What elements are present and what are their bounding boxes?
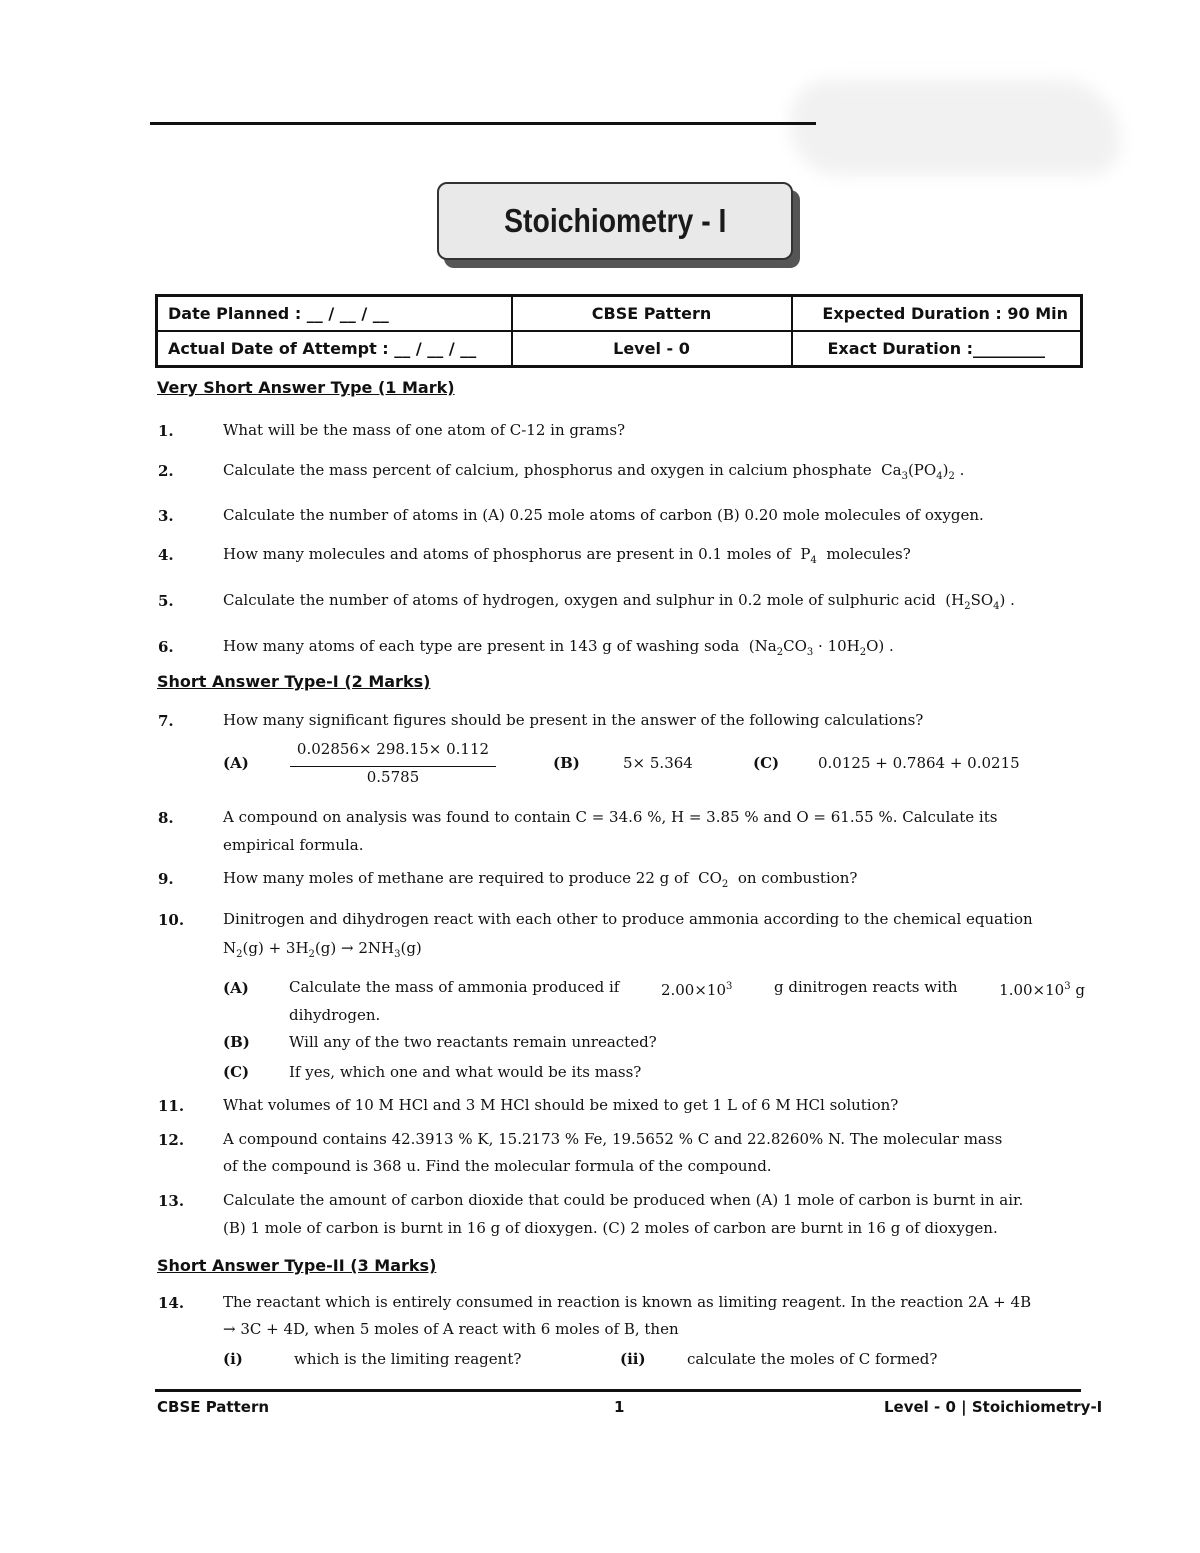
formula: $1.00\times 10^3$ g xyxy=(999,981,1085,999)
option-label: (C) xyxy=(223,1063,250,1081)
scan-smudge xyxy=(790,80,1120,175)
question-number: 4. xyxy=(158,546,174,564)
option-text: 0.0125 + 0.7864 + 0.0215 xyxy=(818,754,1020,772)
question-number: 12. xyxy=(158,1131,185,1149)
date-planned-cell: Date Planned : __ / __ / __ xyxy=(157,296,512,332)
option-text xyxy=(289,973,1085,1004)
question-text: Calculate the amount of carbon dioxide that could be produced when (A) 1 mole of carbon is burnt in air. xyxy=(223,1191,1024,1209)
question-number: 14. xyxy=(158,1294,185,1312)
question-text-part: How many molecules and atoms of phosphorus are present in 0.1 moles of xyxy=(223,545,791,563)
question-text-part: How many atoms of each type are present in 143 g of washing soda xyxy=(223,637,740,655)
question-text-part: on combustion? xyxy=(737,869,858,887)
question-number: 5. xyxy=(158,592,174,610)
section-heading: Short Answer Type-II (3 Marks) xyxy=(157,1256,437,1275)
fraction-bar xyxy=(290,766,496,767)
page-title: Stoichiometry - I xyxy=(503,202,727,239)
question-text: The reactant which is entirely consumed in reaction is known as limiting reagent. In the reaction 2A + 4B xyxy=(223,1293,1032,1311)
header-rule xyxy=(150,122,816,125)
question-text: How many significant figures should be present in the answer of the following calculations? xyxy=(223,711,924,729)
question-text: of the compound is 368 u. Find the molecular formula of the compound. xyxy=(223,1157,772,1175)
question-text: What volumes of 10 M HCl and 3 M HCl should be mixed to get 1 L of 6 M HCl solution? xyxy=(223,1096,899,1114)
option-text: calculate the moles of C formed? xyxy=(687,1350,938,1368)
fraction-numerator: 0.02856× 298.15× 0.112 xyxy=(296,740,490,758)
option-label: (i) xyxy=(223,1350,243,1368)
pattern-cell: CBSE Pattern xyxy=(512,296,792,332)
question-number: 10. xyxy=(158,911,185,929)
question-text-part: Calculate the mass percent of calcium, phosphorus and oxygen in calcium phosphate xyxy=(223,461,872,479)
level-cell: Level - 0 xyxy=(512,331,792,367)
option-text: If yes, which one and what would be its mass? xyxy=(289,1063,642,1081)
option-label: (A) xyxy=(223,754,249,772)
question-text-part: molecules? xyxy=(826,545,911,563)
question-number: 13. xyxy=(158,1192,185,1210)
option-text: which is the limiting reagent? xyxy=(294,1350,522,1368)
expected-duration-cell: Expected Duration : 90 Min xyxy=(792,296,1082,332)
actual-date-cell: Actual Date of Attempt : __ / __ / __ xyxy=(157,331,512,367)
option-text: 5× 5.364 xyxy=(623,754,693,772)
option-label: (ii) xyxy=(620,1350,646,1368)
footer-rule xyxy=(155,1389,1081,1392)
question-text: Calculate the number of atoms in (A) 0.25 mole atoms of carbon (B) 0.20 mole molecules of oxygen. xyxy=(223,506,984,524)
question-text: → 3C + 4D, when 5 moles of A react with 6 moles of B, then xyxy=(223,1320,679,1338)
question-number: 7. xyxy=(158,712,174,730)
question-text: What will be the mass of one atom of C-12 in grams? xyxy=(223,421,626,439)
page-number: 1 xyxy=(614,1398,625,1416)
question-number: 11. xyxy=(158,1097,185,1115)
question-text: How many moles of methane are required to produce 22 g of $CO_2$ on combustion? xyxy=(223,869,858,890)
option-label: (C) xyxy=(753,754,780,772)
option-label: (A) xyxy=(223,979,249,997)
question-text: How many atoms of each type are present in 143 g of washing soda $(Na_2CO_3 \cdot 10H_2O)$ . xyxy=(223,637,894,658)
question-number: 1. xyxy=(158,422,174,440)
chemical-equation: $N_2(g) + 3H_2(g) \to 2NH_3(g)$ xyxy=(223,939,422,960)
question-number: 3. xyxy=(158,507,174,525)
footer-left: CBSE Pattern xyxy=(157,1398,270,1416)
section-heading: Short Answer Type-I (2 Marks) xyxy=(157,672,431,691)
question-text: A compound contains 42.3913 % K, 15.2173 % Fe, 19.5652 % C and 22.8260% N. The molecular mass xyxy=(223,1130,1003,1148)
question-text: Calculate the number of atoms of hydrogen, oxygen and sulphur in 0.2 mole of sulphuric acid $(H_2SO_4)$ . xyxy=(223,591,1015,612)
question-text: Calculate the mass percent of calcium, phosphorus and oxygen in calcium phosphate $Ca_3(PO_4)_2$ . xyxy=(223,461,965,482)
info-table xyxy=(155,294,1083,368)
exact-duration-cell: Exact Duration :_________ xyxy=(792,331,1082,367)
question-text: (B) 1 mole of carbon is burnt in 16 g of dioxygen. (C) 2 moles of carbon are burnt in 16 g of dioxygen. xyxy=(223,1219,998,1237)
question-text-part: Calculate the number of atoms of hydrogen, oxygen and sulphur in 0.2 mole of sulphuric acid xyxy=(223,591,936,609)
question-text-part: How many moles of methane are required to produce 22 g of xyxy=(223,869,689,887)
question-number: 2. xyxy=(158,462,174,480)
option-label: (B) xyxy=(553,754,580,772)
title-box xyxy=(437,182,793,260)
question-text: How many molecules and atoms of phosphorus are present in 0.1 moles of $P_4$ molecules? xyxy=(223,545,911,566)
option-text: Will any of the two reactants remain unreacted? xyxy=(289,1033,657,1051)
fraction-denominator: 0.5785 xyxy=(366,768,420,786)
question-text: empirical formula. xyxy=(223,836,364,854)
question-text: Dinitrogen and dihydrogen react with each other to produce ammonia according to the chemical equation xyxy=(223,910,1033,928)
question-text: A compound on analysis was found to contain C = 34.6 %, H = 3.85 % and O = 61.55 %. Calculate its xyxy=(223,808,998,826)
formula: $2.00\times 10^3$ xyxy=(660,981,733,999)
option-text-part: g dinitrogen reacts with xyxy=(773,978,958,996)
question-number: 6. xyxy=(158,638,174,656)
footer-right: Level - 0 | Stoichiometry-I xyxy=(884,1398,1103,1416)
section-heading: Very Short Answer Type (1 Mark) xyxy=(157,378,455,397)
question-number: 9. xyxy=(158,870,174,888)
question-number: 8. xyxy=(158,809,174,827)
option-text: dihydrogen. xyxy=(289,1006,381,1024)
option-label: (B) xyxy=(223,1033,250,1051)
option-text-part: Calculate the mass of ammonia produced if xyxy=(289,978,620,996)
